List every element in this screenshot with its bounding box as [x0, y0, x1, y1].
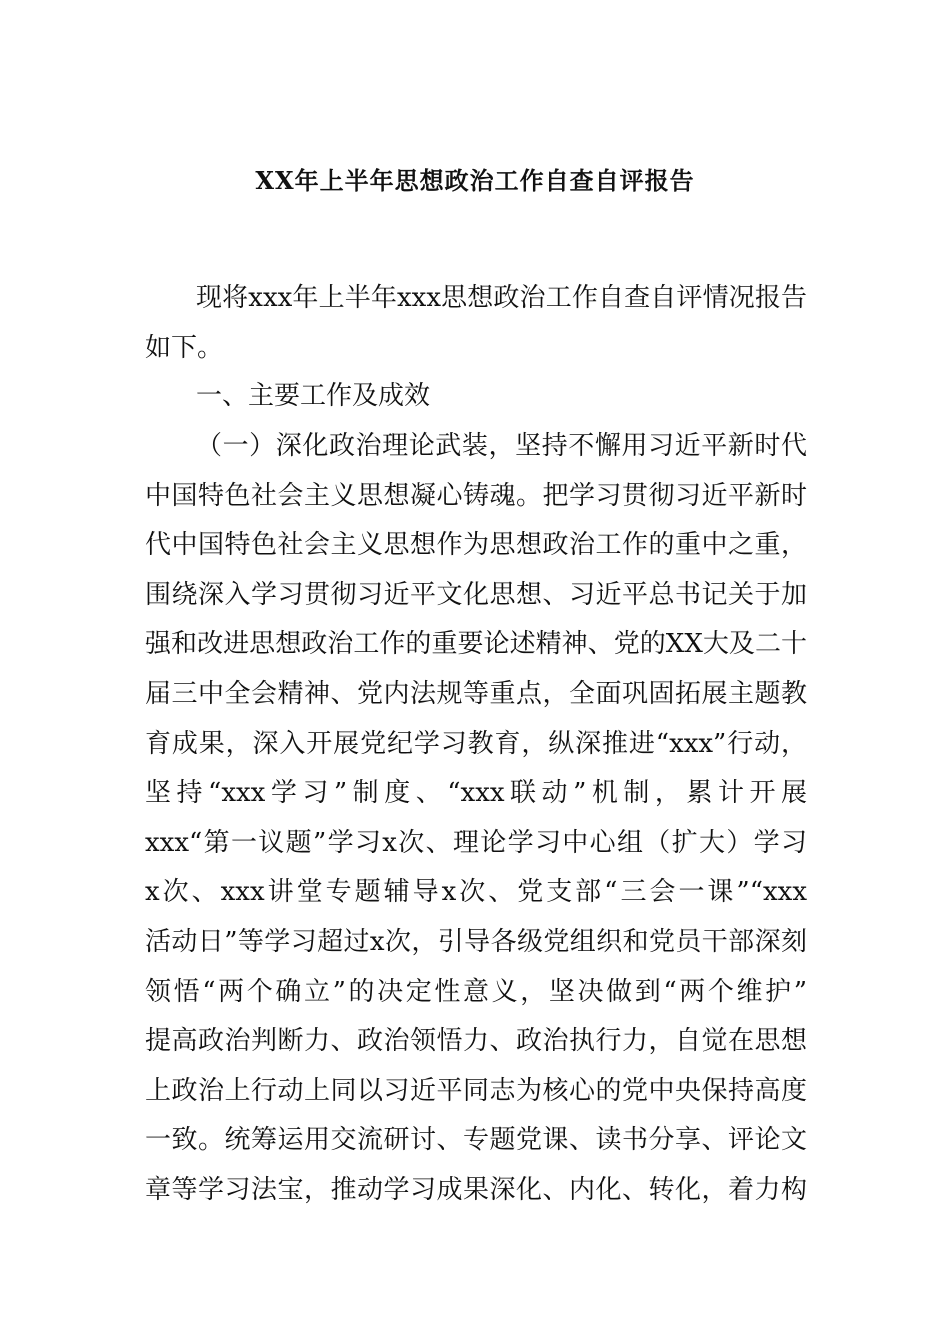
- paragraph-line: 现将xxx年上半年xxx思想政治工作自查自评情况报告: [196, 283, 807, 313]
- paragraph-line: 如下。: [145, 333, 224, 363]
- paragraph-line: 围绕深入学习贯彻习近平文化思想、习近平总书记关于加: [145, 580, 807, 610]
- paragraph-line: 代中国特色社会主义思想作为思想政治工作的重中之重，: [145, 530, 807, 560]
- document-title: XX年上半年思想政治工作自查自评报告: [255, 166, 695, 195]
- paragraph-line: 坚持“xxx学习”制度、“xxx联动”机制，累计开展: [145, 778, 807, 808]
- paragraph-line: 一致。统筹运用交流研讨、专题党课、读书分享、评论文: [145, 1125, 807, 1155]
- paragraph-line: x次、xxx讲堂专题辅导x次、党支部“三会一课”“xxx: [145, 877, 807, 907]
- paragraph-line: 届三中全会精神、党内法规等重点，全面巩固拓展主题教: [145, 679, 807, 709]
- paragraph-line: 提高政治判断力、政治领悟力、政治执行力，自觉在思想: [145, 1026, 807, 1056]
- paragraph-line: 育成果，深入开展党纪学习教育，纵深推进“xxx”行动，: [145, 729, 807, 759]
- paragraph-line: 活动日”等学习超过x次，引导各级党组织和党员干部深刻: [145, 927, 807, 957]
- paragraph-line: 领悟“两个确立”的决定性意义，坚决做到“两个维护”: [145, 977, 807, 1007]
- paragraph-line: 章等学习法宝，推动学习成果深化、内化、转化，着力构: [145, 1175, 807, 1205]
- section-heading: 一、主要工作及成效: [196, 381, 431, 411]
- paragraph-line: xxx“第一议题”学习x次、理论学习中心组（扩大）学习: [145, 828, 807, 858]
- paragraph-line: 强和改进思想政治工作的重要论述精神、党的XX大及二十: [145, 629, 807, 659]
- paragraph-line: 中国特色社会主义思想凝心铸魂。把学习贯彻习近平新时: [145, 481, 807, 511]
- subsection-heading-line: （一）深化政治理论武装，坚持不懈用习近平新时代: [196, 431, 807, 461]
- paragraph-line: 上政治上行动上同以习近平同志为核心的党中央保持高度: [145, 1076, 807, 1106]
